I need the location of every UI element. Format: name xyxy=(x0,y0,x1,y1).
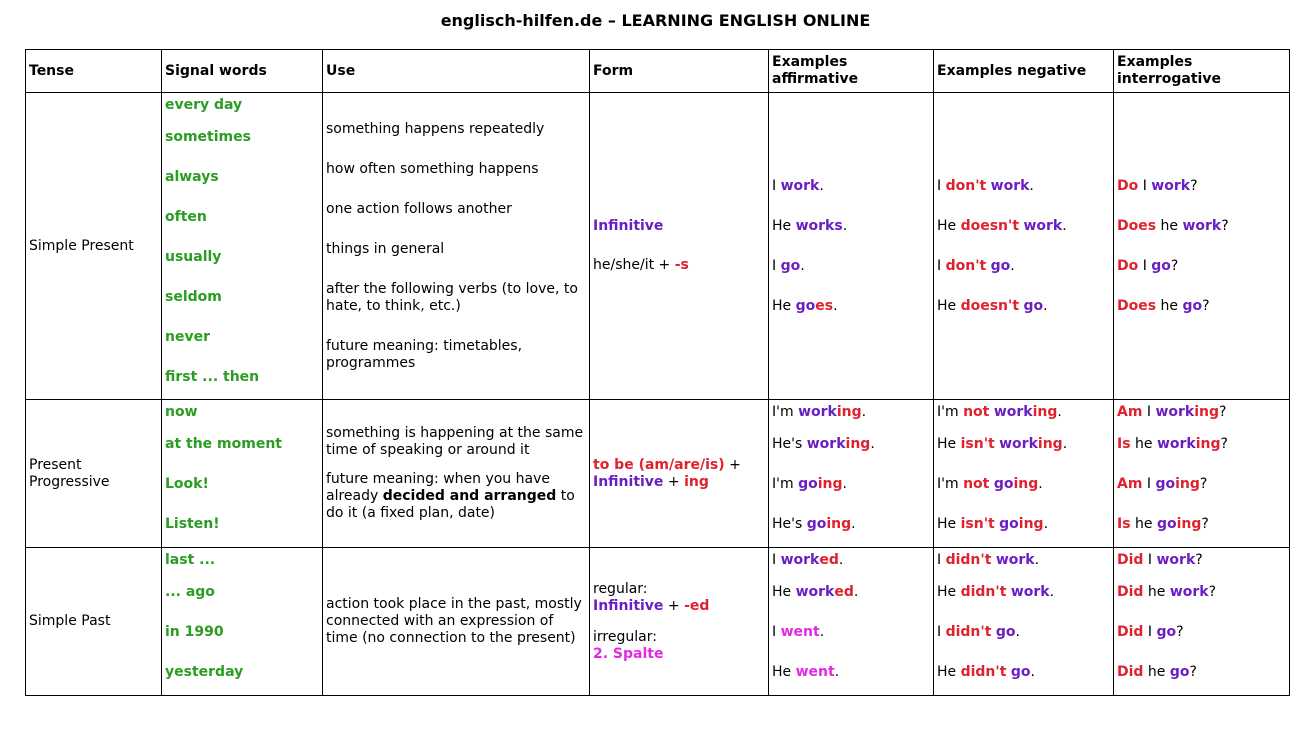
form-irregular: irregular: 2. Spalte xyxy=(593,628,664,662)
example: I don't go . xyxy=(937,257,1015,274)
example: I work ed . xyxy=(772,552,844,568)
use-text: one action follows another xyxy=(326,200,512,217)
signal-word: Listen! xyxy=(165,515,220,532)
example: He didn't go . xyxy=(937,663,1035,680)
interrogative-cell xyxy=(1114,548,1290,696)
example: He isn't work ing . xyxy=(937,435,1068,452)
signal-word: never xyxy=(165,328,210,345)
form-cell xyxy=(590,93,769,400)
tense-cell: Present Progressive xyxy=(26,400,162,548)
use-text: things in general xyxy=(326,240,445,257)
header-signal-words: Signal words xyxy=(162,50,323,93)
affirmative-cell xyxy=(769,93,934,400)
signal-word: first ... then xyxy=(165,368,260,385)
example: Am I go ing ? xyxy=(1117,475,1208,492)
signal-word: last ... xyxy=(165,552,216,568)
affirmative-cell xyxy=(769,400,934,548)
tenses-table xyxy=(25,49,1290,696)
signal-word: ... ago xyxy=(165,583,215,600)
signal-word: seldom xyxy=(165,288,222,305)
example: Does he work ? xyxy=(1117,217,1229,234)
example: I'm not go ing . xyxy=(937,475,1043,492)
signal-word: usually xyxy=(165,248,222,265)
signal-word: now xyxy=(165,404,198,420)
use-text: after the following verbs (to love, to hate, to think, etc.) xyxy=(326,280,578,314)
tense-cell: Simple Present xyxy=(26,93,162,400)
use-text: future meaning: when you have already decided and arranged to do it (a fixed plan, date) xyxy=(326,471,575,521)
example: I'm work ing . xyxy=(772,404,867,420)
example: I didn't go . xyxy=(937,623,1020,640)
header-affirmative: Examples affirmative xyxy=(769,50,934,93)
example: He works . xyxy=(772,217,848,234)
use-text: how often something happens xyxy=(326,160,539,177)
signal-word: every day xyxy=(165,97,243,113)
example: Am I work ing ? xyxy=(1117,404,1227,420)
example: Does he go ? xyxy=(1117,297,1210,314)
use-cell xyxy=(323,548,590,696)
example: Do I go ? xyxy=(1117,257,1179,274)
example: He's work ing . xyxy=(772,435,875,452)
signal-word: yesterday xyxy=(165,663,244,680)
tense-cell: Simple Past xyxy=(26,548,162,696)
example: Is he go ing ? xyxy=(1117,515,1209,532)
form-cell xyxy=(590,400,769,548)
header-use: Use xyxy=(323,50,590,93)
row-present-progressive xyxy=(26,400,1290,548)
signal-word: sometimes xyxy=(165,128,251,145)
form-third-person xyxy=(593,257,765,274)
signal-word: Look! xyxy=(165,475,209,492)
interrogative-cell xyxy=(1114,400,1290,548)
page-title: englisch-hilfen.de – LEARNING ENGLISH ONLINE xyxy=(440,11,871,30)
example: Did he go ? xyxy=(1117,663,1197,680)
example: He went . xyxy=(772,663,840,680)
form-cell xyxy=(590,548,769,696)
use-cell xyxy=(323,400,590,548)
interrogative-cell xyxy=(1114,93,1290,400)
example: Did I work ? xyxy=(1117,552,1203,568)
use-text: future meaning: timetables, programmes xyxy=(326,337,523,371)
example: He didn't work . xyxy=(937,583,1055,600)
negative-cell xyxy=(934,548,1114,696)
affirmative-cell xyxy=(769,548,934,696)
header-row xyxy=(26,50,1290,93)
example: Did I go ? xyxy=(1117,623,1184,640)
negative-cell xyxy=(934,93,1114,400)
example: He work ed . xyxy=(772,583,859,600)
signal-word: in 1990 xyxy=(165,623,224,640)
form-regular: regular: Infinitive + -ed xyxy=(593,580,710,614)
example: I didn't work . xyxy=(937,552,1040,568)
example: He doesn't work . xyxy=(937,217,1067,234)
negative-cell xyxy=(934,400,1114,548)
example: He go es . xyxy=(772,297,838,314)
form-text: to be (am/are/is) + Infinitive + ing xyxy=(593,456,741,490)
use-text: action took place in the past, mostly connected with an expression of time (no connection to the present) xyxy=(326,596,582,646)
signal-word: often xyxy=(165,208,207,225)
use-text: something happens repeatedly xyxy=(326,120,545,137)
form-text: he/she/it + xyxy=(593,257,675,273)
example: He doesn't go . xyxy=(937,297,1048,314)
example: I went . xyxy=(772,623,825,640)
header-tense: Tense xyxy=(26,50,162,93)
example: He isn't go ing . xyxy=(937,515,1049,532)
example: I go . xyxy=(772,257,805,274)
header-interrogative: Examples interrogative xyxy=(1114,50,1290,93)
row-simple-present xyxy=(26,93,1290,400)
use-text: something is happening at the same time of speaking or around it xyxy=(326,425,584,458)
signal-word: always xyxy=(165,168,219,185)
example: Did he work ? xyxy=(1117,583,1217,600)
row-simple-past xyxy=(26,548,1290,696)
example: Is he work ing ? xyxy=(1117,435,1228,452)
header-form: Form xyxy=(590,50,769,93)
example: I'm go ing . xyxy=(772,475,847,492)
example: Do I work ? xyxy=(1117,177,1198,194)
example: I don't work . xyxy=(937,177,1034,194)
use-cell xyxy=(323,93,590,400)
example: I work . xyxy=(772,177,824,194)
form-ending: -s xyxy=(674,257,689,273)
signal-words-cell xyxy=(162,400,323,548)
example: He's go ing . xyxy=(772,515,856,532)
signal-words-cell xyxy=(162,93,323,400)
form-infinitive: Infinitive xyxy=(593,218,664,234)
signal-word: at the moment xyxy=(165,435,282,452)
example: I'm not work ing . xyxy=(937,404,1062,420)
header-negative: Examples negative xyxy=(934,50,1114,93)
signal-words-cell xyxy=(162,548,323,696)
